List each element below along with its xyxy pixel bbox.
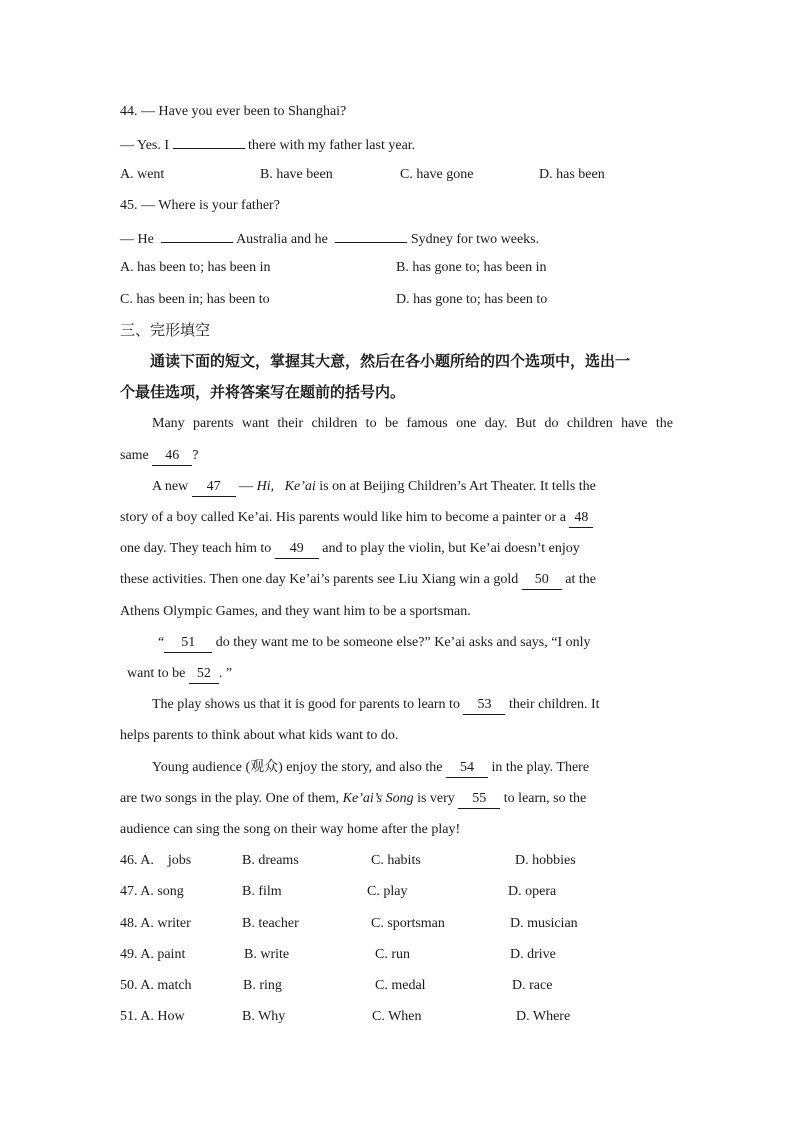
answer-end: Sydney for two weeks. [410, 232, 540, 247]
blank-47: 47 [192, 478, 236, 497]
question-45-answer-line [120, 228, 539, 249]
text: want to be [127, 666, 186, 681]
option-49-b: B. write [244, 947, 290, 962]
option-50-d: D. race [512, 978, 553, 993]
option-46-b: B. dreams [242, 853, 299, 868]
option-48-b: B. teacher [242, 916, 299, 931]
question-44: 44. — Have you ever been to Shanghai? [120, 104, 347, 119]
text: are two songs in the play. One of them, [120, 791, 340, 806]
text: one day. They teach him to [120, 541, 272, 556]
passage-p3-line-2 [127, 665, 232, 684]
play-title: Hi, Ke’ai [256, 479, 316, 494]
blank-49: 49 [275, 540, 319, 559]
blank-52: 52 [189, 665, 219, 684]
question-45: 45. — Where is your father? [120, 198, 280, 213]
blank-50: 50 [522, 571, 562, 590]
answer-mid: Australia and he [236, 232, 328, 247]
text: story of a boy called Ke’ai. His parents would like him to become a painter or a [120, 510, 566, 525]
answer-blank-1 [161, 228, 233, 243]
option-50-c: C. medal [375, 978, 426, 993]
passage-p2-line-5: Athens Olympic Games, and they want him to be a sportsman. [120, 604, 471, 619]
option-46-a: 46. A. jobs [120, 853, 192, 868]
blank-48: 48 [569, 509, 593, 528]
question-44-answer-line [120, 134, 415, 155]
option-51-c: C. When [372, 1009, 422, 1024]
section-instruction-line-2: 个最佳选项，并将答案写在题前的括号内。 [120, 383, 406, 401]
option-51-d: D. Where [516, 1009, 571, 1024]
passage-p5-line-1 [152, 759, 589, 778]
answer-start: — He [120, 232, 154, 247]
q45-option-c: C. has been in; has been to [120, 292, 270, 307]
option-49-d: D. drive [510, 947, 556, 962]
text: is very [417, 791, 455, 806]
answer-blank-2 [335, 228, 407, 243]
answer-blank [173, 134, 245, 149]
blank-54: 54 [446, 759, 488, 778]
text: and to play the violin, but Ke’ai doesn’t enjoy [322, 541, 580, 556]
option-47-d: D. opera [508, 884, 557, 899]
q44-option-d: D. has been [539, 167, 605, 182]
option-50-b: B. ring [243, 978, 282, 993]
text: is on at Beijing Children’s Art Theater. It tells the [319, 479, 596, 494]
passage-p2-line-3 [120, 540, 580, 559]
text: in the play. There [491, 760, 590, 775]
passage-p3-line-1 [158, 634, 591, 653]
blank-53: 53 [463, 696, 505, 715]
passage-p2-line-4 [120, 571, 596, 590]
blank-55: 55 [458, 790, 500, 809]
option-47-c: C. play [367, 884, 408, 899]
passage-p4-line-1 [152, 696, 600, 715]
song-title: Ke’ai’s Song [342, 791, 414, 806]
q45-option-d: D. has gone to; has been to [396, 292, 548, 307]
q44-option-b: B. have been [260, 167, 333, 182]
text: . ” [218, 666, 233, 681]
text: “ [158, 635, 165, 650]
option-46-c: C. habits [371, 853, 421, 868]
passage-p2-line-2 [120, 509, 593, 528]
answer-end: there with my father last year. [248, 138, 416, 153]
option-51-b: B. Why [242, 1009, 286, 1024]
option-47-b: B. film [242, 884, 282, 899]
text: ? [192, 448, 199, 463]
passage-p5-line-2 [120, 790, 586, 809]
passage-p4-line-2: helps parents to think about what kids want to do. [120, 728, 399, 743]
blank-51: 51 [164, 634, 212, 653]
passage-p2-line-1 [152, 478, 673, 497]
option-48-c: C. sportsman [371, 916, 445, 931]
section-title: 三、完形填空 [120, 321, 211, 339]
option-46-d: D. hobbies [515, 853, 576, 868]
text: do they want me to be someone else?” Ke’ai asks and says, “I only [215, 635, 591, 650]
text: their children. It [508, 697, 600, 712]
blank-46: 46 [152, 447, 192, 466]
option-49-c: C. run [375, 947, 410, 962]
text: to learn, so the [503, 791, 587, 806]
text: The play shows us that it is good for parents to learn to [152, 697, 460, 712]
option-51-a: 51. A. How [120, 1009, 185, 1024]
text: at the [565, 572, 596, 587]
text: these activities. Then one day Ke’ai’s parents see Liu Xiang win a gold [120, 572, 519, 587]
passage-p5-line-3: audience can sing the song on their way home after the play! [120, 822, 461, 837]
answer-start: — Yes. I [120, 138, 170, 153]
q44-option-c: C. have gone [400, 167, 474, 182]
q44-option-a: A. went [120, 167, 165, 182]
text: — [239, 479, 254, 494]
option-47-a: 47. A. song [120, 884, 184, 899]
option-48-d: D. musician [510, 916, 578, 931]
text: same [120, 448, 149, 463]
section-instruction-line-1: 通读下面的短文，掌握其大意，然后在各小题所给的四个选项中，选出一 [150, 352, 631, 370]
option-49-a: 49. A. paint [120, 947, 186, 962]
text: A new [152, 479, 189, 494]
option-50-a: 50. A. match [120, 978, 192, 993]
q45-option-a: A. has been to; has been in [120, 260, 271, 275]
text: Young audience (观众) enjoy the story, and also the [152, 760, 443, 775]
passage-p1-line-1: Many parents want their children to be famous one day. But do children have the [152, 416, 673, 431]
option-48-a: 48. A. writer [120, 916, 191, 931]
passage-p1-line-2 [120, 447, 198, 466]
q45-option-b: B. has gone to; has been in [396, 260, 547, 275]
